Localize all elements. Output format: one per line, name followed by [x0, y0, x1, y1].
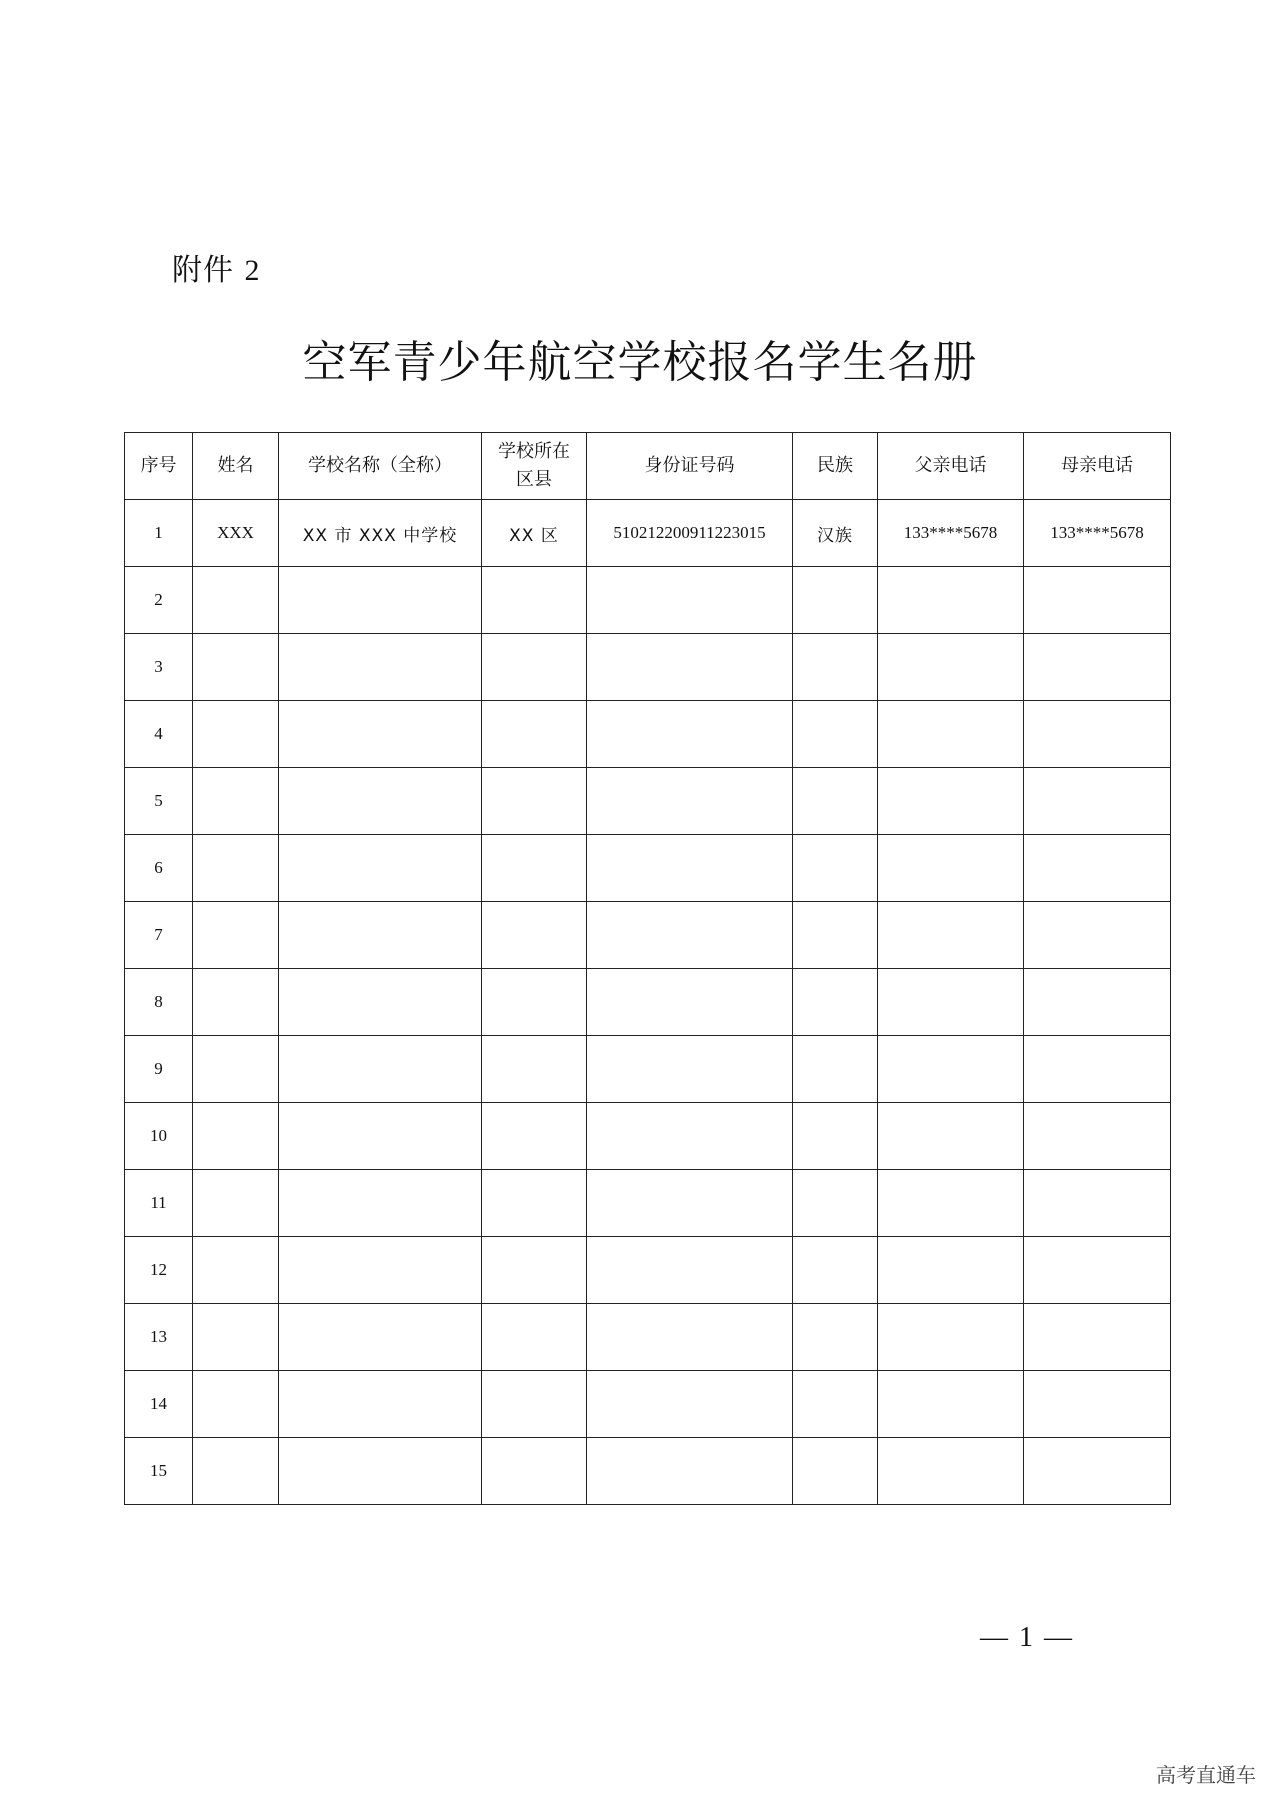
- cell-seq: 15: [125, 1438, 193, 1505]
- cell-seq: 8: [125, 969, 193, 1036]
- cell-district[interactable]: [482, 634, 587, 701]
- table-row: [125, 1103, 1171, 1170]
- cell-seq: 11: [125, 1170, 193, 1237]
- table-row: [125, 902, 1171, 969]
- cell-father-phone[interactable]: 133****5678: [878, 500, 1024, 567]
- cell-district[interactable]: [482, 902, 587, 969]
- cell-father-phone[interactable]: [878, 768, 1024, 835]
- cell-school[interactable]: [279, 1304, 482, 1371]
- cell-ethnicity[interactable]: [793, 701, 878, 768]
- cell-mother-phone[interactable]: [1024, 701, 1171, 768]
- cell-ethnicity[interactable]: [793, 902, 878, 969]
- table-header-row: [125, 433, 1171, 500]
- cell-district[interactable]: [482, 1036, 587, 1103]
- table-row: [125, 1304, 1171, 1371]
- cell-name[interactable]: [193, 969, 279, 1036]
- cell-district[interactable]: [482, 1371, 587, 1438]
- student-roster-table: [124, 432, 1171, 1505]
- cell-father-phone[interactable]: [878, 835, 1024, 902]
- cell-name[interactable]: [193, 902, 279, 969]
- cell-name[interactable]: [193, 1237, 279, 1304]
- cell-mother-phone[interactable]: 133****5678: [1024, 500, 1171, 567]
- cell-district[interactable]: [482, 969, 587, 1036]
- cell-name[interactable]: [193, 835, 279, 902]
- attachment-text: 附件: [172, 253, 234, 288]
- cell-district[interactable]: [482, 1237, 587, 1304]
- table-row: [125, 1036, 1171, 1103]
- attachment-label: [172, 245, 261, 289]
- cell-father-phone[interactable]: [878, 1304, 1024, 1371]
- cell-id-number[interactable]: [587, 969, 793, 1036]
- cell-mother-phone[interactable]: [1024, 1103, 1171, 1170]
- header-school: 学校名称（全称）: [279, 433, 482, 500]
- cell-seq: 12: [125, 1237, 193, 1304]
- cell-school[interactable]: [279, 1103, 482, 1170]
- table-row: [125, 1170, 1171, 1237]
- cell-seq: 9: [125, 1036, 193, 1103]
- cell-name[interactable]: [193, 701, 279, 768]
- header-district-line1: 学校所在: [498, 441, 570, 462]
- cell-ethnicity[interactable]: [793, 1438, 878, 1505]
- cell-ethnicity[interactable]: [793, 1237, 878, 1304]
- cell-district[interactable]: [482, 701, 587, 768]
- cell-mother-phone[interactable]: [1024, 1237, 1171, 1304]
- table-row: [125, 500, 1171, 567]
- cell-mother-phone[interactable]: [1024, 1371, 1171, 1438]
- table-row: [125, 835, 1171, 902]
- cell-ethnicity[interactable]: [793, 1371, 878, 1438]
- cell-id-number[interactable]: [587, 1103, 793, 1170]
- cell-father-phone[interactable]: [878, 1438, 1024, 1505]
- cell-id-number[interactable]: [587, 902, 793, 969]
- cell-id-number[interactable]: 510212200911223015: [587, 500, 793, 567]
- watermark: 高考直通车: [1156, 1763, 1256, 1787]
- cell-school[interactable]: [279, 1036, 482, 1103]
- cell-ethnicity[interactable]: [793, 567, 878, 634]
- cell-name[interactable]: [193, 1170, 279, 1237]
- cell-father-phone[interactable]: [878, 902, 1024, 969]
- cell-id-number[interactable]: [587, 835, 793, 902]
- cell-id-number[interactable]: [587, 1036, 793, 1103]
- cell-district[interactable]: [482, 567, 587, 634]
- cell-school[interactable]: XX 市 XXX 中学校: [279, 500, 482, 567]
- header-id-number: 身份证号码: [587, 433, 793, 500]
- cell-seq: 3: [125, 634, 193, 701]
- cell-mother-phone[interactable]: [1024, 567, 1171, 634]
- header-seq: 序号: [125, 433, 193, 500]
- cell-mother-phone[interactable]: [1024, 902, 1171, 969]
- cell-father-phone[interactable]: [878, 1237, 1024, 1304]
- cell-district[interactable]: [482, 835, 587, 902]
- cell-ethnicity[interactable]: [793, 1103, 878, 1170]
- cell-name[interactable]: [193, 1036, 279, 1103]
- cell-school[interactable]: [279, 634, 482, 701]
- cell-father-phone[interactable]: [878, 1036, 1024, 1103]
- cell-mother-phone[interactable]: [1024, 1170, 1171, 1237]
- cell-id-number[interactable]: [587, 701, 793, 768]
- cell-id-number[interactable]: [587, 1438, 793, 1505]
- cell-name[interactable]: [193, 1438, 279, 1505]
- table-row: [125, 701, 1171, 768]
- cell-school[interactable]: [279, 902, 482, 969]
- table-row: [125, 768, 1171, 835]
- cell-seq: 2: [125, 567, 193, 634]
- cell-id-number[interactable]: [587, 1237, 793, 1304]
- header-father-phone: 父亲电话: [878, 433, 1024, 500]
- cell-ethnicity[interactable]: [793, 1170, 878, 1237]
- page-number: — 1 —: [980, 1622, 1074, 1653]
- cell-school[interactable]: [279, 1237, 482, 1304]
- cell-name[interactable]: [193, 1103, 279, 1170]
- cell-district[interactable]: [482, 1170, 587, 1237]
- cell-id-number[interactable]: [587, 768, 793, 835]
- cell-mother-phone[interactable]: [1024, 1304, 1171, 1371]
- cell-seq: 13: [125, 1304, 193, 1371]
- cell-district[interactable]: [482, 1304, 587, 1371]
- cell-ethnicity[interactable]: [793, 634, 878, 701]
- cell-name[interactable]: XXX: [193, 500, 279, 567]
- cell-ethnicity[interactable]: [793, 1304, 878, 1371]
- cell-name[interactable]: [193, 567, 279, 634]
- cell-mother-phone[interactable]: [1024, 1036, 1171, 1103]
- cell-mother-phone[interactable]: [1024, 1438, 1171, 1505]
- cell-father-phone[interactable]: [878, 1170, 1024, 1237]
- cell-name[interactable]: [193, 1304, 279, 1371]
- document-title: 空军青少年航空学校报名学生名册: [302, 337, 978, 388]
- attachment-number: 2: [244, 254, 261, 287]
- cell-id-number[interactable]: [587, 1304, 793, 1371]
- table-row: [125, 1438, 1171, 1505]
- cell-seq: 6: [125, 835, 193, 902]
- cell-id-number[interactable]: [587, 634, 793, 701]
- cell-seq: 7: [125, 902, 193, 969]
- cell-mother-phone[interactable]: [1024, 835, 1171, 902]
- cell-id-number[interactable]: [587, 1170, 793, 1237]
- cell-school[interactable]: [279, 768, 482, 835]
- cell-name[interactable]: [193, 768, 279, 835]
- cell-mother-phone[interactable]: [1024, 768, 1171, 835]
- cell-school[interactable]: [279, 835, 482, 902]
- table-row: [125, 969, 1171, 1036]
- cell-school[interactable]: [279, 567, 482, 634]
- cell-school[interactable]: [279, 1371, 482, 1438]
- cell-ethnicity[interactable]: [793, 835, 878, 902]
- cell-name[interactable]: [193, 634, 279, 701]
- cell-name[interactable]: [193, 1371, 279, 1438]
- cell-father-phone[interactable]: [878, 969, 1024, 1036]
- cell-ethnicity[interactable]: [793, 969, 878, 1036]
- cell-father-phone[interactable]: [878, 1371, 1024, 1438]
- table-row: [125, 634, 1171, 701]
- cell-school[interactable]: [279, 701, 482, 768]
- cell-seq: 4: [125, 701, 193, 768]
- header-ethnicity: 民族: [793, 433, 878, 500]
- table-row: [125, 1237, 1171, 1304]
- cell-seq: 10: [125, 1103, 193, 1170]
- cell-father-phone[interactable]: [878, 634, 1024, 701]
- header-district: [482, 433, 587, 500]
- cell-district[interactable]: [482, 1103, 587, 1170]
- cell-father-phone[interactable]: [878, 701, 1024, 768]
- cell-father-phone[interactable]: [878, 1103, 1024, 1170]
- cell-father-phone[interactable]: [878, 567, 1024, 634]
- cell-district[interactable]: [482, 1438, 587, 1505]
- cell-seq: 1: [125, 500, 193, 567]
- header-name: 姓名: [193, 433, 279, 500]
- table-row: [125, 1371, 1171, 1438]
- cell-mother-phone[interactable]: [1024, 969, 1171, 1036]
- cell-seq: 5: [125, 768, 193, 835]
- cell-id-number[interactable]: [587, 567, 793, 634]
- cell-school[interactable]: [279, 1170, 482, 1237]
- header-mother-phone: 母亲电话: [1024, 433, 1171, 500]
- cell-mother-phone[interactable]: [1024, 634, 1171, 701]
- cell-district[interactable]: XX 区: [482, 500, 587, 567]
- cell-school[interactable]: [279, 1438, 482, 1505]
- cell-school[interactable]: [279, 969, 482, 1036]
- table-row: [125, 567, 1171, 634]
- cell-district[interactable]: [482, 768, 587, 835]
- cell-seq: 14: [125, 1371, 193, 1438]
- cell-id-number[interactable]: [587, 1371, 793, 1438]
- cell-ethnicity[interactable]: [793, 1036, 878, 1103]
- header-district-line2: 区县: [516, 469, 552, 490]
- cell-ethnicity[interactable]: [793, 768, 878, 835]
- cell-ethnicity[interactable]: 汉族: [793, 500, 878, 567]
